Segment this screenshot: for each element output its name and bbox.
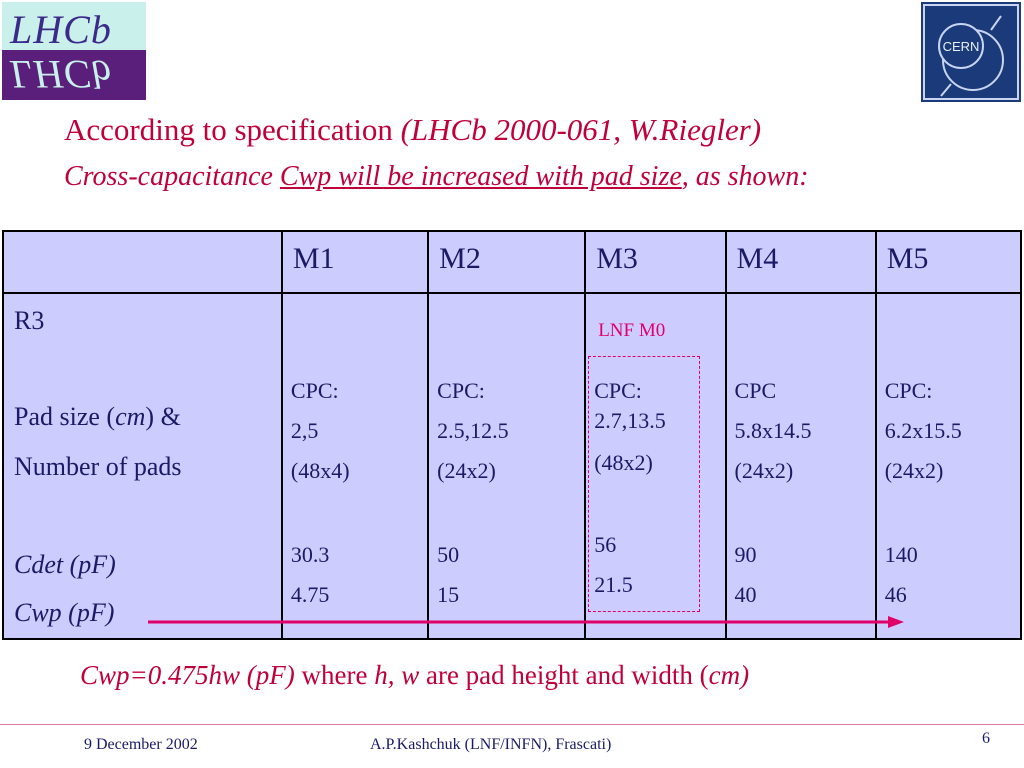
pad-size-value: 2.7,13.5 — [594, 408, 666, 433]
title-text: According to specification — [64, 112, 401, 147]
pad-count-value: (48x4) — [290, 458, 350, 483]
pad-size-pre: Pad size ( — [14, 402, 116, 431]
cwp-formula — [80, 660, 749, 691]
cern-logo-icon — [921, 2, 1021, 102]
pad-size-value: 2,5 — [290, 418, 319, 443]
cpc-label: CPC: — [290, 378, 339, 403]
lhcb-logo — [2, 2, 146, 100]
slide-title-line1 — [64, 112, 761, 148]
cern-logo — [921, 2, 1021, 102]
slide-title-line2 — [64, 161, 809, 193]
specification-table — [2, 230, 1022, 640]
cwp-value: 46 — [884, 582, 907, 607]
pad-count-value: (24x2) — [884, 458, 944, 483]
cell-m1 — [282, 293, 428, 639]
cdet-value: 30.3 — [290, 542, 330, 567]
subtitle-pre: Cross-capacitance — [64, 161, 280, 192]
cdet-value: 140 — [884, 542, 918, 567]
pad-count-value: (48x2) — [594, 450, 653, 475]
formula-vars: h, w — [374, 660, 420, 690]
footer-divider — [0, 724, 1024, 725]
table-header-row — [3, 231, 1021, 293]
title-reference: (LHCb 2000-061, W.Riegler) — [400, 112, 762, 147]
header-m3: M3 — [585, 231, 725, 293]
cwp-value: 4.75 — [290, 582, 330, 607]
cpc-label: CPC: — [437, 378, 485, 403]
cwp-value: 21.5 — [594, 572, 633, 597]
subtitle-post: , as shown: — [681, 161, 809, 192]
pad-size-label — [14, 402, 181, 432]
cern-logo-text: CERN — [942, 39, 980, 54]
header-empty — [3, 231, 282, 293]
pad-size-value: 6.2x15.5 — [884, 418, 962, 443]
formula-where: where — [294, 660, 375, 690]
pad-size-value: 2.5,12.5 — [437, 418, 509, 443]
cdet-value: 90 — [734, 542, 757, 567]
table-row-r3 — [3, 293, 1021, 639]
cwp-value: 40 — [734, 582, 757, 607]
row-label-cell — [3, 293, 282, 639]
formula-unit: cm) — [708, 660, 750, 690]
cell-m2 — [428, 293, 585, 639]
region-label: R3 — [14, 306, 45, 335]
cwp-value: 15 — [437, 582, 460, 607]
cdet-label: Cdet (pF) — [14, 550, 116, 579]
cdet-value: 56 — [594, 532, 617, 557]
cell-m5 — [876, 293, 1021, 639]
lhcb-logo-text: LHCb — [10, 7, 112, 52]
pad-size-unit: cm — [115, 402, 146, 431]
header-m1: M1 — [282, 231, 428, 293]
header-m2: M2 — [428, 231, 585, 293]
cpc-label: CPC: — [594, 378, 642, 403]
footer-date: 9 December 2002 — [84, 736, 198, 753]
page-number: 6 — [982, 730, 990, 747]
formula-expression: Cwp=0.475hw (pF) — [80, 660, 295, 690]
cell-m4 — [726, 293, 876, 639]
lnf-m0-annotation: LNF M0 — [598, 320, 666, 341]
cdet-value: 50 — [437, 542, 460, 567]
pad-count-value: (24x2) — [734, 458, 794, 483]
pad-count-value: (24x2) — [437, 458, 496, 483]
cpc-label: CPC: — [884, 378, 933, 403]
header-m4: M4 — [726, 231, 876, 293]
lhcb-logo-reflection: LHCb — [10, 52, 112, 97]
footer-author: A.P.Kashchuk (LNF/INFN), Frascati) — [370, 736, 612, 753]
cell-m3 — [585, 293, 725, 639]
pad-size-post: ) & — [145, 402, 181, 431]
cwp-label: Cwp (pF) — [14, 598, 115, 627]
pad-size-value: 5.8x14.5 — [734, 418, 812, 443]
formula-desc: are pad height and width ( — [419, 660, 709, 690]
cpc-label: CPC — [734, 378, 777, 403]
subtitle-underlined: Cwp will be increased with pad size — [279, 161, 682, 192]
number-of-pads-label: Number of pads — [14, 452, 182, 481]
header-m5: M5 — [876, 231, 1021, 293]
